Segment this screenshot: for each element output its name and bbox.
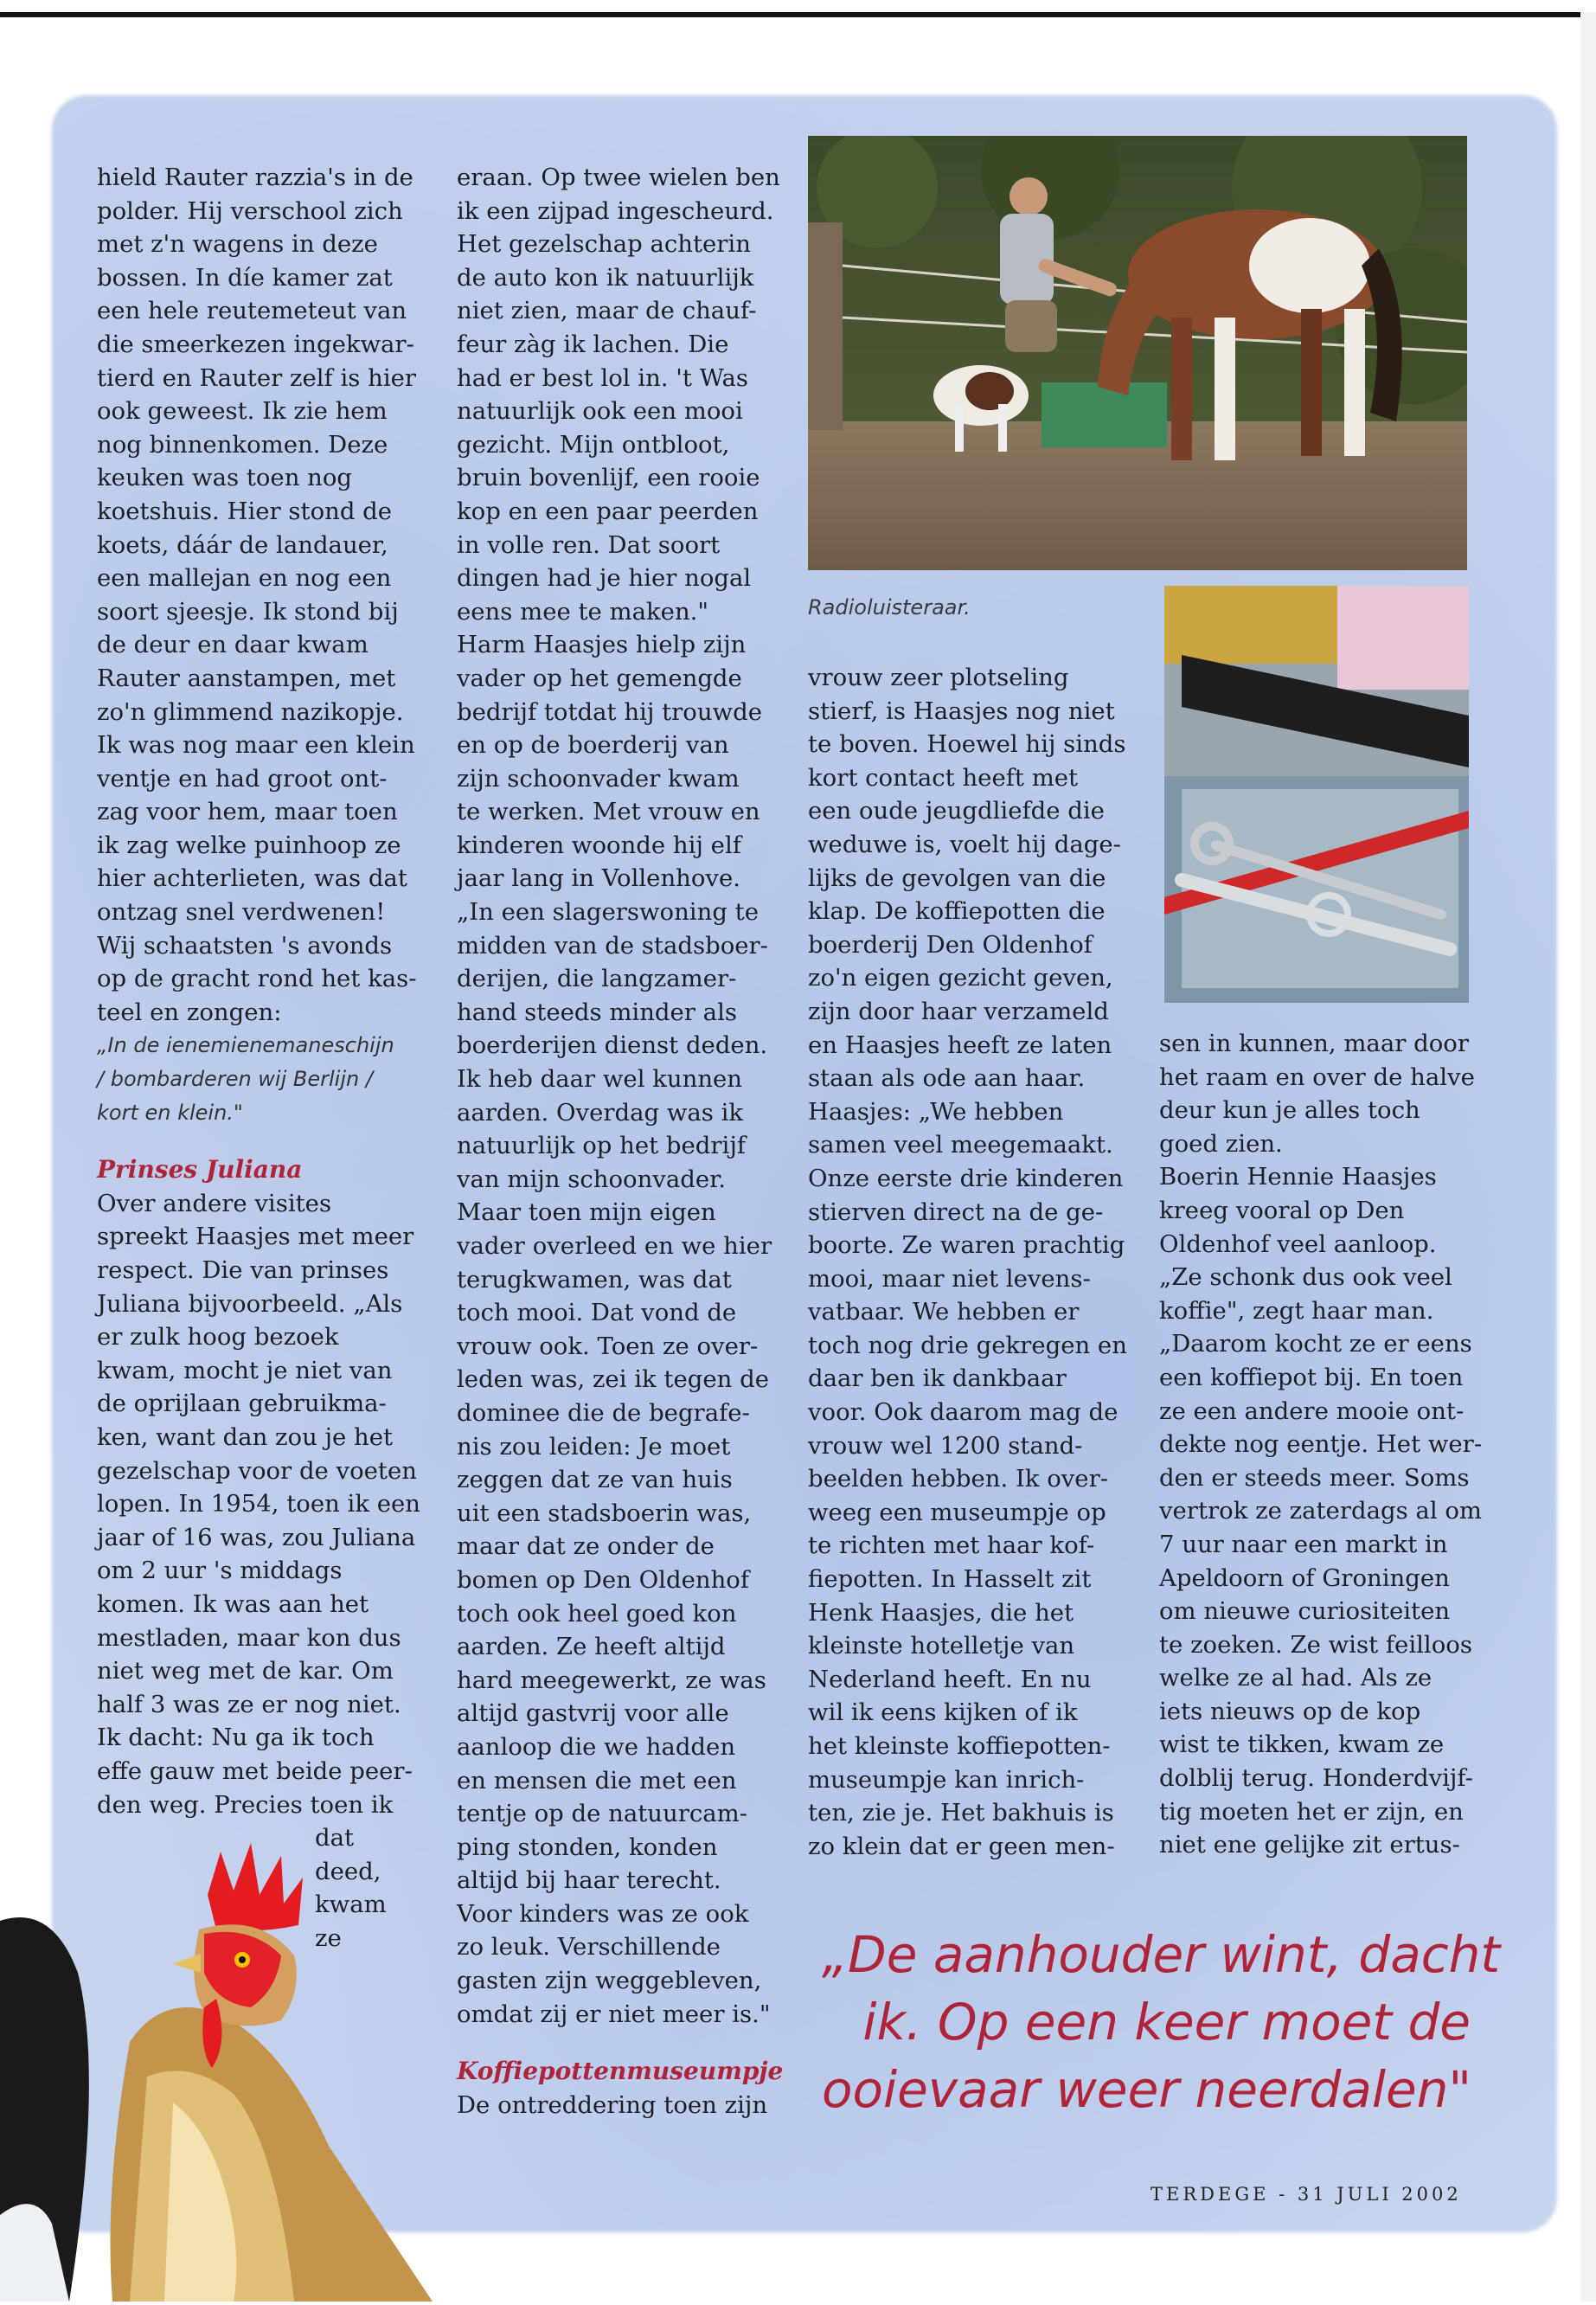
tools-photo-illustration <box>1164 586 1469 1003</box>
text-line: natuurlijk ook een mooi <box>457 397 743 426</box>
text-line: ken, want dan zou je het <box>97 1422 394 1451</box>
section-heading-koffiepottenmuseumpje: Koffiepottenmuseumpje <box>457 2057 784 2086</box>
text-line: deur kun je alles toch <box>1159 1096 1420 1125</box>
text-line: vatbaar. We hebben er <box>808 1298 1080 1326</box>
text-line: midden van de stadsboer- <box>457 931 768 960</box>
text-line: bruin bovenlijf, een rooie <box>457 464 760 492</box>
text-line: „In de ienemienemaneschijn <box>97 1033 394 1058</box>
text-line: te zoeken. Ze wist feilloos <box>1159 1630 1472 1659</box>
text-line: van mijn schoonvader. <box>457 1165 726 1193</box>
text-line: ze <box>315 1923 342 1952</box>
photo-caption: Radioluisteraar. <box>808 595 971 620</box>
section-heading-prinses-juliana: Prinses Juliana <box>97 1155 303 1185</box>
column-2-paragraph <box>457 161 783 2031</box>
page-edge <box>1580 12 1596 2302</box>
text-line: bossen. In díe kamer zat <box>97 263 393 292</box>
text-column-4 <box>1159 1027 1482 1862</box>
text-line: Juliana bijvoorbeeld. „Als <box>97 1289 403 1318</box>
text-line: ping stonden, konden <box>457 1833 718 1861</box>
column-3-paragraph <box>808 661 1127 1863</box>
text-line: leden was, zei ik tegen de <box>457 1365 769 1394</box>
text-line: mooi, maar niet levens- <box>808 1264 1091 1293</box>
text-line: teel en zongen: <box>97 998 282 1026</box>
text-line: de oprijlaan gebruikma- <box>97 1390 387 1418</box>
text-line: zo leuk. Verschillende <box>457 1933 721 1961</box>
text-line: niet zien, maar de chauf- <box>457 297 757 325</box>
top-border <box>0 12 1596 17</box>
text-line: Voor kinders was ze ook <box>457 1899 749 1928</box>
text-line: aanloop die we hadden <box>457 1732 736 1761</box>
text-line: niet weg met de kar. Om <box>97 1657 394 1685</box>
text-line: zo'n glimmend nazikopje. <box>97 697 404 726</box>
text-line: eens mee te maken." <box>457 597 709 626</box>
text-line: / bombarderen wij Berlijn / <box>97 1067 373 1092</box>
pull-quote-line: ik. Op een keer moet de <box>862 1993 1471 2051</box>
rooster-icon <box>0 1817 484 2302</box>
text-line: soort sjeesje. Ik stond bij <box>97 597 399 626</box>
photo-man-with-horse <box>808 136 1467 570</box>
text-line: had er best lol in. 't Was <box>457 363 749 392</box>
text-line: boorte. Ze waren prachtig <box>808 1231 1125 1260</box>
text-line: ik zag welke puinhoop ze <box>97 831 401 859</box>
text-line: het raam en over de halve <box>1159 1063 1475 1091</box>
text-line: Harm Haasjes hielp zijn <box>457 631 747 659</box>
text-line: sen in kunnen, maar door <box>1159 1030 1469 1057</box>
text-line: gezicht. Mijn ontbloot, <box>457 430 730 459</box>
text-line: wist te tikken, kwam ze <box>1159 1730 1445 1759</box>
text-line: dat <box>315 1824 355 1852</box>
text-line: tig moeten het er zijn, en <box>1159 1797 1464 1826</box>
text-line: om 2 uur 's middags <box>97 1557 343 1585</box>
text-line: ik een zijpad ingescheurd. <box>457 196 774 225</box>
text-line: Wij schaatsten 's avonds <box>97 931 393 960</box>
text-line: hield Rauter razzia's in de <box>97 164 413 191</box>
text-line: bomen op Den Oldenhof <box>457 1565 750 1594</box>
text-column-3 <box>808 661 1127 1863</box>
text-line: te boven. Hoewel hij sinds <box>808 730 1126 759</box>
text-line: een hele reutemeteut van <box>97 297 407 325</box>
text-line: tierd en Rauter zelf is hier <box>97 363 417 392</box>
text-line: eraan. Op twee wielen ben <box>457 164 780 191</box>
text-line: vrouw wel 1200 stand- <box>808 1431 1083 1460</box>
text-line: zeggen dat ze van huis <box>457 1466 733 1494</box>
pull-quote <box>822 1921 1501 2123</box>
text-line: daar ben ik dankbaar <box>808 1364 1067 1393</box>
text-line: natuurlijk op het bedrijf <box>457 1132 747 1160</box>
pull-quote-line: „De aanhouder wint, dacht <box>822 1925 1501 1984</box>
page-footer: TERDEGE - 31 JULI 2002 <box>1151 2184 1462 2205</box>
text-line: maar dat ze onder de <box>457 1532 715 1561</box>
text-line: nis zou leiden: Je moet <box>457 1432 731 1461</box>
text-line: kop en een paar peerden <box>457 497 759 525</box>
column-2-paragraph-b <box>457 2089 783 2122</box>
text-line: ze een andere mooie ont- <box>1159 1396 1465 1425</box>
text-line: keuken was toen nog <box>97 464 353 492</box>
column-4-paragraph <box>1159 1027 1482 1862</box>
text-line: die smeerkezen ingekwar- <box>97 330 414 358</box>
text-line: Onze eerste drie kinderen <box>808 1164 1124 1192</box>
text-line: polder. Hij verschool zich <box>97 196 403 225</box>
text-line: vertrok ze zaterdags al om <box>1159 1497 1482 1525</box>
text-line: Rauter aanstampen, met <box>97 664 396 692</box>
text-line: deed, <box>315 1857 381 1885</box>
text-line: in volle ren. Dat soort <box>457 530 721 559</box>
text-line: respect. Die van prinses <box>97 1256 389 1284</box>
text-line: zo'n eigen gezicht geven, <box>808 964 1113 992</box>
text-line: hier achterlieten, was dat <box>97 864 407 893</box>
text-line: koffie", zegt haar man. <box>1159 1296 1434 1325</box>
text-line: weeg een museumpje op <box>808 1498 1106 1526</box>
text-line: „In een slagerswoning te <box>457 898 759 927</box>
text-line: en Haasjes heeft ze laten <box>808 1031 1112 1059</box>
text-line: lijks de gevolgen van die <box>808 864 1106 892</box>
text-line: feur zàg ik lachen. Die <box>457 330 729 358</box>
text-line: ten, zie je. Het bakhuis is <box>808 1799 1114 1827</box>
text-line: hand steeds minder als <box>457 998 737 1026</box>
text-line: Over andere visites <box>97 1189 332 1217</box>
text-line: mestladen, maar kon dus <box>97 1623 401 1652</box>
horse-photo-illustration <box>808 136 1467 570</box>
text-line: kinderen woonde hij elf <box>457 831 741 859</box>
text-line: een koffiepot bij. En toen <box>1159 1363 1464 1391</box>
text-line: komen. Ik was aan het <box>97 1589 369 1618</box>
text-line: om nieuwe curiositeiten <box>1159 1597 1451 1626</box>
text-line: de deur en daar kwam <box>97 631 369 659</box>
text-line: welke ze al had. Als ze <box>1159 1664 1433 1692</box>
text-line: derijen, die langzamer- <box>457 965 737 993</box>
text-line: hard meegewerkt, ze was <box>457 1666 766 1694</box>
text-line: omdat zij er niet meer is." <box>457 2000 771 2028</box>
column-1-paragraph-b <box>97 1187 420 1821</box>
text-line: bedrijf totdat hij trouwde <box>457 697 762 726</box>
text-line: Apeldoorn of Groningen <box>1159 1563 1450 1592</box>
text-line: kwam, mocht je niet van <box>97 1356 393 1384</box>
text-line: weduwe is, voelt hij dage- <box>808 830 1121 858</box>
text-line: uit een stadsboerin was, <box>457 1499 752 1527</box>
text-line: beelden hebben. Ik over- <box>808 1465 1109 1493</box>
text-line: jaar of 16 was, zou Juliana <box>97 1523 416 1551</box>
text-line: Oldenhof veel aanloop. <box>1159 1230 1437 1258</box>
text-line: zijn door haar verzameld <box>808 997 1109 1025</box>
text-line: niet ene gelijke zit ertus- <box>1159 1831 1460 1859</box>
text-line: kort contact heeft met <box>808 763 1079 792</box>
text-line: Maar toen mijn eigen <box>457 1198 716 1227</box>
text-line: museumpje kan inrich- <box>808 1765 1085 1794</box>
text-line: Ik was nog maar een klein <box>97 731 415 760</box>
text-line: vrouw ook. Toen ze over- <box>457 1332 759 1360</box>
text-line: Het gezelschap achterin <box>457 230 751 259</box>
text-line: Boerin Hennie Haasjes <box>1159 1163 1437 1191</box>
text-line: aarden. Ze heeft altijd <box>457 1633 726 1661</box>
text-line: stierven direct na de ge- <box>808 1197 1104 1226</box>
text-line: boerderij Den Oldenhof <box>808 930 1093 959</box>
text-line: 7 uur naar een markt in <box>1159 1530 1448 1558</box>
text-line: kort en klein." <box>97 1100 243 1125</box>
text-line: staan als ode aan haar. <box>808 1064 1086 1093</box>
text-line: op de gracht rond het kas- <box>97 965 417 993</box>
text-line: spreekt Haasjes met meer <box>97 1223 414 1251</box>
text-line: het kleinste koffiepotten- <box>808 1732 1111 1760</box>
text-line: zo klein dat er geen men- <box>808 1832 1115 1860</box>
text-line: „Ze schonk dus ook veel <box>1159 1263 1452 1292</box>
text-line: jaar lang in Vollenhove. <box>457 864 740 893</box>
text-line: nog binnenkomen. Deze <box>97 430 388 459</box>
text-line: aarden. Overdag was ik <box>457 1098 744 1127</box>
text-line: zag voor hem, maar toen <box>97 798 398 826</box>
text-line: boerderijen dienst deden. <box>457 1031 768 1060</box>
text-line: Ik dacht: Nu ga ik toch <box>97 1724 375 1752</box>
text-line: koetshuis. Hier stond de <box>97 497 393 525</box>
text-line: kwam <box>315 1891 387 1919</box>
song-lyric <box>97 1029 420 1129</box>
text-line: iets nieuws op de kop <box>1159 1697 1421 1725</box>
text-line: Henk Haasjes, die het <box>808 1598 1074 1627</box>
text-line: lopen. In 1954, toen ik een <box>97 1490 421 1518</box>
text-line: vrouw zeer plotseling <box>808 664 1069 691</box>
pull-quote-line: ooievaar weer neerdalen" <box>822 2060 1472 2119</box>
photo-tools-in-box <box>1164 586 1469 1003</box>
text-line: kreeg vooral op Den <box>1159 1196 1405 1224</box>
text-column-2 <box>457 161 783 2122</box>
column-1-paragraph <box>97 161 420 1029</box>
text-line: dingen had je hier nogal <box>457 564 752 593</box>
text-line: en mensen die met een <box>457 1766 737 1795</box>
rooster-illustration <box>0 1817 484 2305</box>
text-line: met z'n wagens in deze <box>97 230 378 259</box>
text-line: dominee die de begrafe- <box>457 1398 750 1427</box>
text-line: tentje op de natuurcam- <box>457 1800 748 1828</box>
text-line: toch ook heel goed kon <box>457 1599 737 1628</box>
text-line: Nederland heeft. En nu <box>808 1665 1092 1693</box>
text-line: toch mooi. Dat vond de <box>457 1299 737 1327</box>
text-line: Haasjes: „We hebben <box>808 1097 1064 1126</box>
text-line: vader op het gemengde <box>457 664 742 692</box>
text-line: te werken. Met vrouw en <box>457 798 760 826</box>
text-line: den weg. Precies toen ik <box>97 1790 394 1819</box>
text-line: terugkwamen, was dat <box>457 1265 732 1294</box>
text-line: fiepotten. In Hasselt zit <box>808 1565 1092 1594</box>
text-line: er zulk hoog bezoek <box>97 1323 339 1352</box>
text-line: altijd bij haar terecht. <box>457 1866 721 1895</box>
text-line: Ik heb daar wel kunnen <box>457 1065 743 1094</box>
text-line: te richten met haar kof- <box>808 1531 1095 1560</box>
text-line: zijn schoonvader kwam <box>457 764 740 793</box>
text-line: kleinste hotelletje van <box>808 1632 1075 1660</box>
text-line: „Daarom kocht ze er eens <box>1159 1330 1472 1358</box>
text-line: toch nog drie gekregen en <box>808 1331 1127 1359</box>
text-line: een mallejan en nog een <box>97 564 392 593</box>
text-line: en op de boerderij van <box>457 731 729 760</box>
text-line: altijd gastvrij voor alle <box>457 1699 729 1728</box>
text-line: den er steeds meer. Soms <box>1159 1463 1470 1492</box>
text-line: de auto kon ik natuurlijk <box>457 263 754 292</box>
text-line: effe gauw met beide peer- <box>97 1756 413 1785</box>
text-line: samen veel meegemaakt. <box>808 1131 1113 1159</box>
text-line: koets, dáár de landauer, <box>97 530 388 559</box>
text-line: ontzag snel verdwenen! <box>97 898 386 927</box>
text-line: gezelschap voor de voeten <box>97 1456 417 1485</box>
text-line: ventje en had groot ont- <box>97 764 388 793</box>
text-line: dekte nog eentje. Het wer- <box>1159 1430 1483 1459</box>
text-line: De ontreddering toen zijn <box>457 2090 768 2119</box>
text-line: dolblij terug. Honderdvijf- <box>1159 1764 1473 1793</box>
text-line: goed zien. <box>1159 1129 1283 1158</box>
text-line: stierf, is Haasjes nog niet <box>808 697 1115 725</box>
text-line: vader overleed en we hier <box>457 1232 772 1260</box>
text-line: gasten zijn weggebleven, <box>457 1967 762 1995</box>
text-line: ook geweest. Ik zie hem <box>97 397 388 426</box>
text-line: voor. Ook daarom mag de <box>808 1398 1118 1427</box>
text-column-1 <box>97 161 420 1955</box>
text-line: half 3 was ze er nog niet. <box>97 1690 401 1718</box>
text-line: wil ik eens kijken of ik <box>808 1698 1078 1727</box>
text-line: klap. De koffiepotten die <box>808 897 1106 926</box>
text-line: een oude jeugdliefde die <box>808 797 1105 825</box>
